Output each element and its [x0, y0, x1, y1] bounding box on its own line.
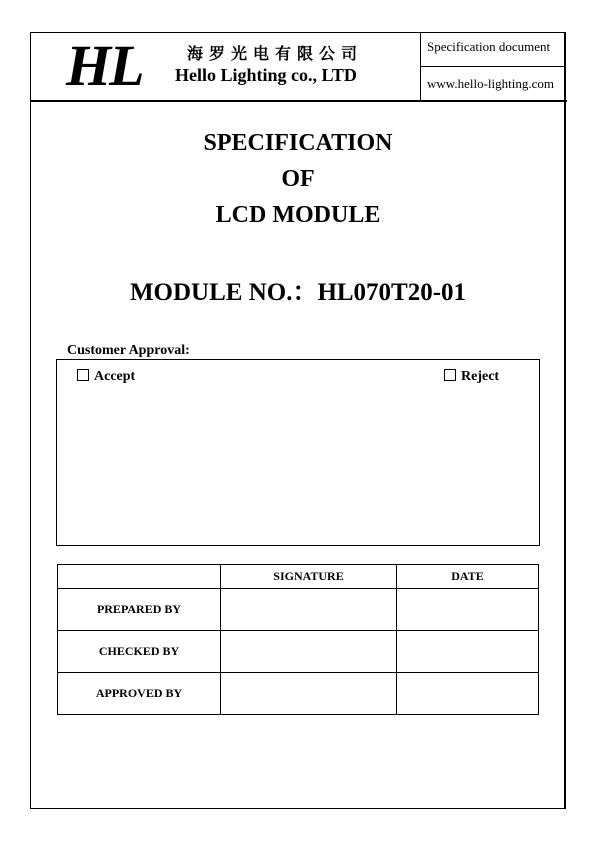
customer-approval-label: Customer Approval:: [67, 343, 190, 358]
customer-approval-box: [56, 359, 540, 546]
company-name-chinese: 海罗光电有限公司: [187, 44, 364, 63]
table-header-cell: [58, 565, 221, 589]
table-row: [58, 589, 539, 631]
reject-label: Reject: [461, 369, 500, 384]
company-website: www.hello-lighting.com: [427, 76, 554, 91]
table-row: [58, 673, 539, 715]
company-name-english: Hello Lighting co., LTD: [175, 65, 357, 85]
accept-label: Accept: [94, 369, 136, 384]
prepared-by-label: PREPARED BY: [58, 589, 221, 631]
table-header-row: [58, 565, 539, 589]
title-line-3: LCD MODULE: [215, 202, 381, 228]
reject-checkbox[interactable]: [444, 369, 456, 381]
title-line-2: OF: [281, 166, 315, 192]
prepared-by-date: [397, 589, 539, 631]
company-logo: HL: [66, 33, 143, 98]
checked-by-signature: [221, 631, 397, 673]
reject-option[interactable]: [444, 369, 499, 385]
module-number: MODULE NO.：HL070T20-01: [129, 279, 467, 306]
signature-table: [57, 564, 539, 715]
document-header: [30, 32, 567, 102]
approved-by-label: APPROVED BY: [58, 673, 221, 715]
checked-by-label: CHECKED BY: [58, 631, 221, 673]
title-line-1: SPECIFICATION: [203, 130, 393, 156]
document-type: Specification document: [427, 39, 551, 54]
accept-option[interactable]: [77, 369, 135, 385]
header-right-divider: [420, 66, 566, 67]
table-row: [58, 631, 539, 673]
approved-by-date: [397, 673, 539, 715]
prepared-by-signature: [221, 589, 397, 631]
date-column-header: DATE: [397, 565, 539, 589]
checked-by-date: [397, 631, 539, 673]
signature-column-header: SIGNATURE: [221, 565, 397, 589]
approved-by-signature: [221, 673, 397, 715]
accept-checkbox[interactable]: [77, 369, 89, 381]
